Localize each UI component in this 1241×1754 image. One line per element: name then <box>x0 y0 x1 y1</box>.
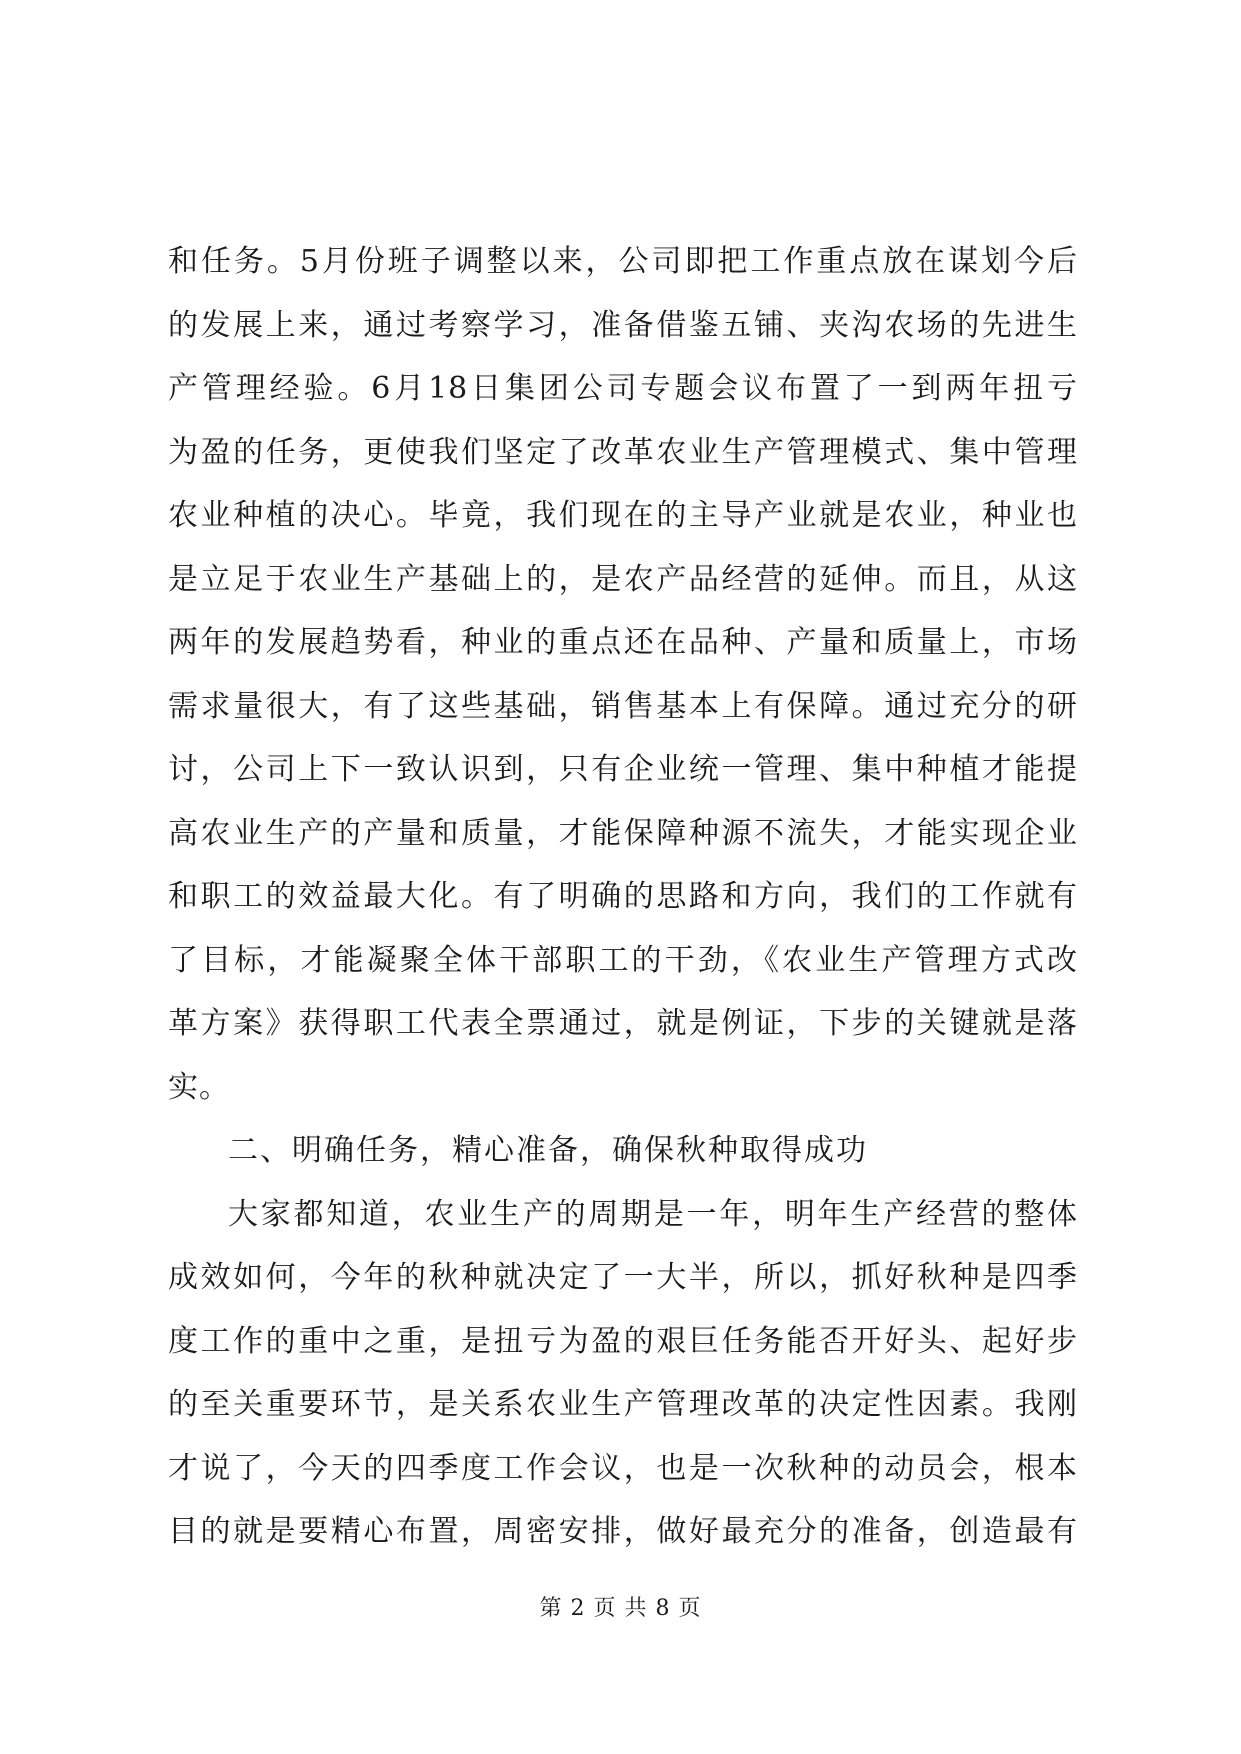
text-line: 农业种植的决心。毕竟，我们现在的主导产业就是农业，种业也 <box>168 498 1078 533</box>
text-line: 革方案》获得职工代表全票通过，就是例证，下步的关键就是落 <box>168 1006 1078 1041</box>
section-heading: 二、明确任务，精心准备，确保秋种取得成功 <box>228 1133 868 1168</box>
text-line: 产管理经验。6月18日集团公司专题会议布置了一到两年扭亏 <box>168 371 1078 406</box>
body-text <box>168 230 1078 1564</box>
text-line: 两年的发展趋势看，种业的重点还在品种、产量和质量上，市场 <box>168 625 1078 660</box>
page-footer: 第 2 页 共 8 页 <box>539 1596 702 1621</box>
text-line: 成效如何，今年的秋种就决定了一大半，所以，抓好秋种是四季 <box>168 1260 1078 1295</box>
text-line: 目的就是要精心布置，周密安排，做好最充分的准备，创造最有 <box>168 1514 1078 1549</box>
text-line: 度工作的重中之重，是扭亏为盈的艰巨任务能否开好头、起好步 <box>168 1323 1078 1359</box>
text-line: 的发展上来，通过考察学习，准备借鉴五铺、夹沟农场的先进生 <box>168 307 1078 343</box>
text-line: 讨，公司上下一致认识到，只有企业统一管理、集中种植才能提 <box>168 752 1078 787</box>
text-line: 高农业生产的产量和质量，才能保障种源不流失，才能实现企业 <box>168 815 1078 851</box>
text-line: 的至关重要环节，是关系农业生产管理改革的决定性因素。我刚 <box>168 1387 1078 1422</box>
text-line: 大家都知道，农业生产的周期是一年，明年生产经营的整体 <box>228 1196 1078 1232</box>
text-line: 实。 <box>168 1069 230 1105</box>
text-line: 需求量很大，有了这些基础，销售基本上有保障。通过充分的研 <box>168 688 1078 724</box>
text-line: 为盈的任务，更使我们坚定了改革农业生产管理模式、集中管理 <box>168 434 1078 470</box>
text-line: 了目标，才能凝聚全体干部职工的干劲，《农业生产管理方式改 <box>168 942 1078 978</box>
text-line: 和职工的效益最大化。有了明确的思路和方向，我们的工作就有 <box>168 879 1078 914</box>
text-line: 和任务。5月份班子调整以来，公司即把工作重点放在谋划今后 <box>168 244 1078 279</box>
text-line: 是立足于农业生产基础上的，是农产品经营的延伸。而且，从这 <box>168 561 1078 597</box>
text-line: 才说了，今天的四季度工作会议，也是一次秋种的动员会，根本 <box>168 1450 1078 1486</box>
